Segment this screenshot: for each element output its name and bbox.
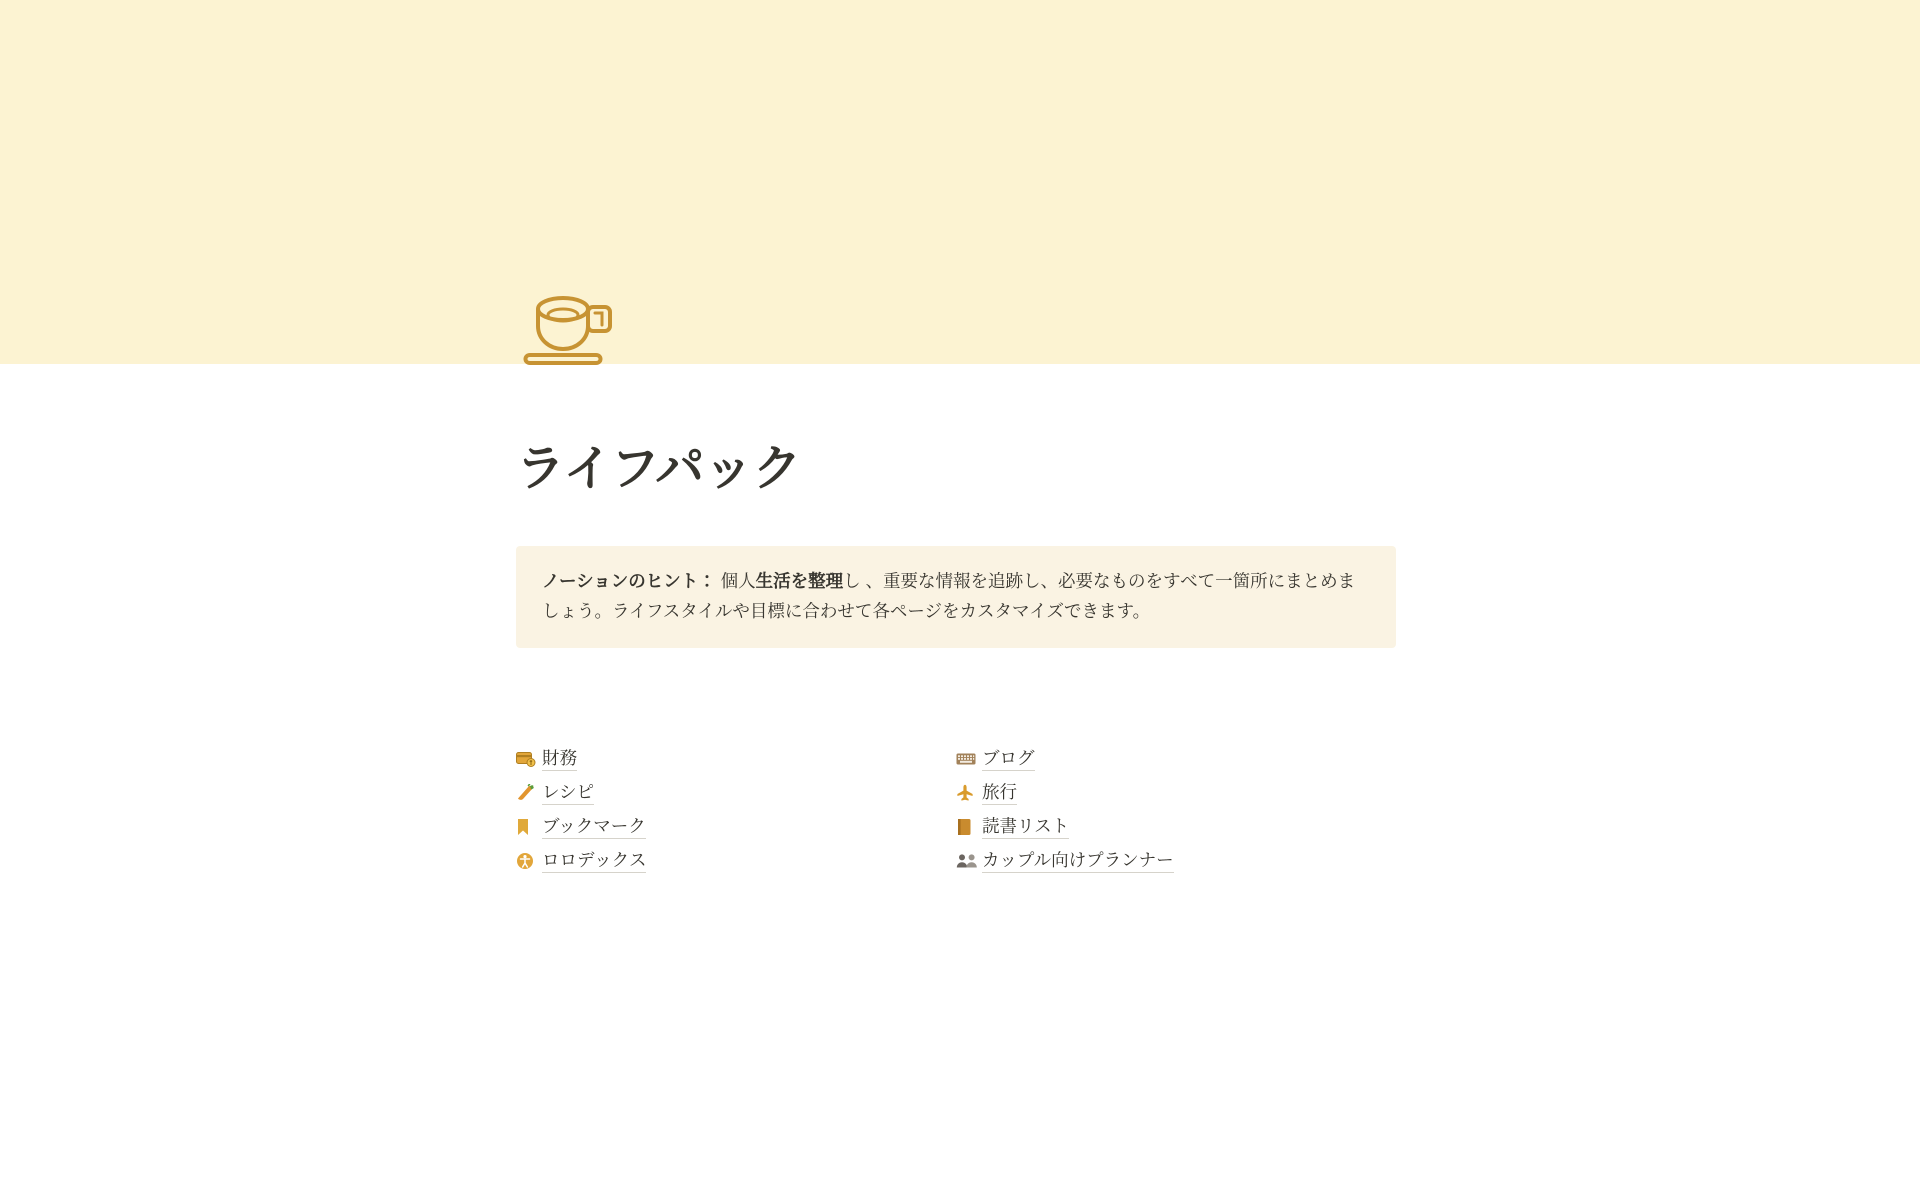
callout-bold-phrase: 生活を整理	[755, 571, 844, 591]
link-finance[interactable]	[516, 746, 956, 772]
link-label: 旅行	[982, 781, 1017, 805]
carrot-icon	[516, 782, 542, 804]
link-label: 財務	[542, 747, 577, 771]
page-links-grid	[516, 746, 1396, 874]
callout-text-part2: し 、重要な情報を追跡し、必要なものをすべて一箇所にまとめましょう。ライフスタイルや目標に合わせて各ページをカスタマイズできます。	[542, 571, 1356, 622]
bookmark-icon	[516, 816, 542, 838]
keyboard-icon	[956, 748, 982, 770]
link-recipes[interactable]	[516, 780, 956, 806]
people-couple-icon	[956, 850, 982, 872]
link-label: ブログ	[982, 747, 1035, 771]
callout-block	[516, 546, 1396, 648]
callout-text	[542, 566, 1370, 626]
link-travel[interactable]	[956, 780, 1396, 806]
callout-text-part1: 個人	[715, 571, 756, 591]
book-icon	[956, 816, 982, 838]
callout-lead: ノーションのヒント：	[542, 571, 716, 591]
link-bookmarks[interactable]	[516, 814, 956, 840]
link-label: ロロデックス	[542, 849, 646, 873]
link-couples-planner[interactable]	[956, 848, 1396, 874]
link-label: レシピ	[542, 781, 594, 805]
link-label: 読書リスト	[982, 815, 1069, 839]
link-blog[interactable]	[956, 746, 1396, 772]
link-label: ブックマーク	[542, 815, 646, 839]
links-left-column	[516, 746, 956, 874]
link-label: カップル向けプランナー	[982, 849, 1174, 873]
accessibility-person-icon	[516, 850, 542, 872]
link-rolodex[interactable]	[516, 848, 956, 874]
links-right-column	[956, 746, 1396, 874]
airplane-icon	[956, 782, 982, 804]
money-card-icon	[516, 748, 542, 770]
link-reading-list[interactable]	[956, 814, 1396, 840]
page-title: ライフパック	[516, 442, 802, 496]
coffee-cup-icon[interactable]	[516, 277, 622, 383]
